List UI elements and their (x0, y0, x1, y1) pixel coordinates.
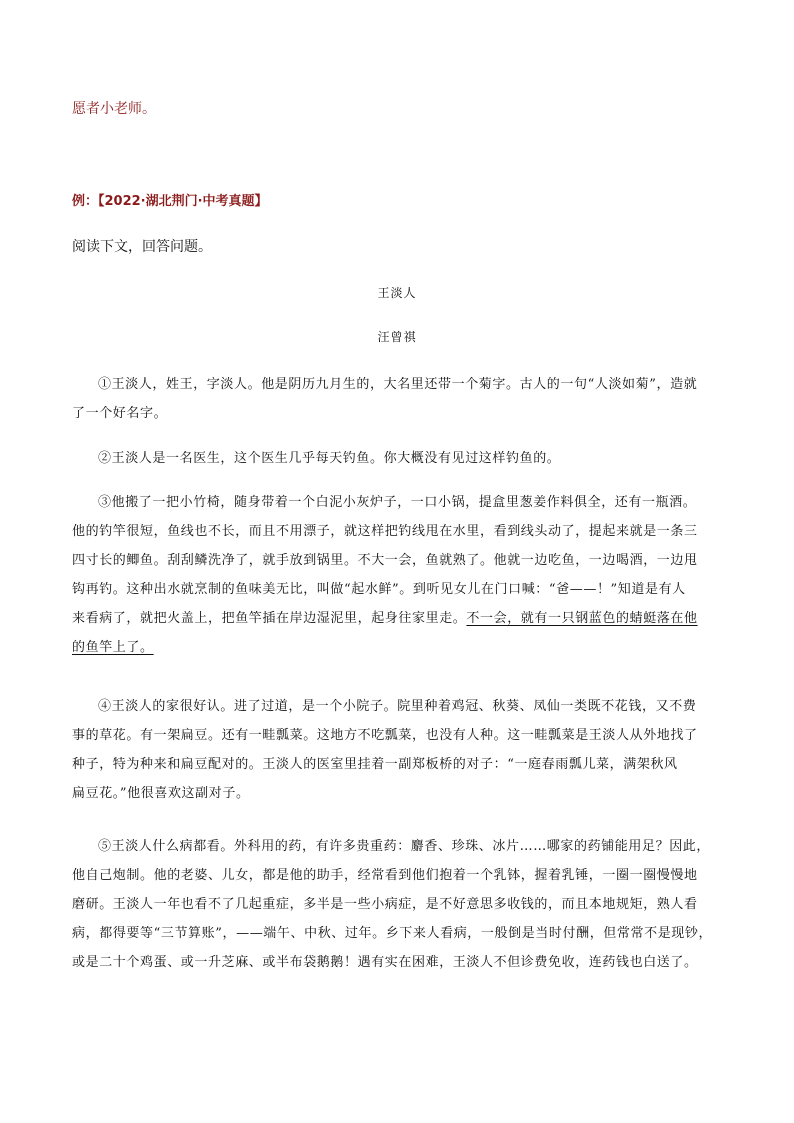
paragraph-line (72, 604, 732, 633)
reading-instruction: 阅读下文，回答问题。 (72, 239, 212, 255)
paragraph-line: 病，都得要等“三节算账”，——端午、中秋、过年。乡下来人看病，一般倒是当时付酬，但常常不是现钞， (72, 926, 713, 941)
paragraph-line: ③他搬了一把小竹椅，随身带着一个白泥小灰炉子，一口小锅，提盒里葱姜作料俱全，还有一瓶酒。 (98, 495, 697, 510)
paragraph-line: 或是二十个鸡蛋、或一升芝麻、或半布袋鹅鹅！遇有实在困难，王淡人不但诊费免收，连药钱也白送了。 (72, 955, 698, 970)
paragraph-2 (72, 444, 732, 473)
paragraph-line: 磨研。王淡人一年也看不了几起重症，多半是一些小病症，是不好意思多收钱的，而且本地规矩，熟人看 (72, 897, 698, 912)
paragraph-line: ⑤王淡人什么病都看。外科用的药，有许多贵重药：麝香、珍珠、冰片……哪家的药铺能用足？因此， (98, 839, 711, 854)
paragraph-1 (72, 370, 732, 428)
paragraph-line: 扁豆花。”他很喜欢这副对子。 (72, 786, 250, 801)
example-label: 例：【2022·湖北荆门·中考真题】 (72, 194, 268, 209)
paragraph-line: ②王淡人是一名医生，这个医生几乎每天钓鱼。你大概没有见过这样钓鱼的。 (98, 451, 561, 466)
article-author: 汪曾祺 (377, 330, 417, 344)
paragraph-line: ①王淡人，姓王，字淡人。他是阴历九月生的，大名里还带一个菊字。古人的一句“人淡如菊”，造就 (98, 377, 698, 392)
paragraph-line: 事的草花。有一架扁豆。还有一畦瓢菜。这地方不吃瓢菜，也没有人种。这一畦瓢菜是王淡人从外地找了 (72, 728, 698, 743)
paragraph-line: 钩再钓。这种出水就烹制的鱼味美无比，叫做“起水鲜”。到听见女儿在门口喊：“爸——！”知道是有人 (72, 582, 686, 597)
paragraph-5 (72, 832, 732, 977)
paragraph-line-text: 来看病了，就把火盖上，把鱼竿插在岸边湿泥里，起身往家里走。 (72, 611, 467, 626)
paragraph-3 (72, 488, 732, 662)
paragraph-4 (72, 692, 732, 808)
paragraph-line: ④王淡人的家很好认。进了过道，是一个小院子。院里种着鸡冠、秋葵、凤仙一类既不花钱，又不费 (98, 699, 697, 714)
underlined-sentence: 不一会，就有一只钢蓝色的蜻蜓落在他 (466, 611, 698, 626)
article-title: 王淡人 (377, 286, 417, 300)
paragraph-line (72, 633, 732, 662)
paragraph-line: 他自己炮制。他的老婆、儿女，都是他的助手，经常看到他们抱着一个乳钵，握着乳锤，一圈一圈慢慢地 (72, 868, 698, 883)
intro-text: 愿者小老师。 (72, 101, 156, 117)
underlined-sentence-end: 的鱼竿上了。 (72, 640, 154, 655)
paragraph-line: 了一个好名字。 (72, 406, 168, 421)
paragraph-line: 种子，特为种来和扁豆配对的。王淡人的医室里挂着一副郑板桥的对子：“一庭春雨瓢儿菜，满架秋风 (72, 757, 678, 772)
paragraph-line: 四寸长的鲫鱼。刮刮鳞洗净了，就手放到锅里。不大一会，鱼就熟了。他就一边吃鱼，一边喝酒，一边甩 (72, 553, 698, 568)
paragraph-line: 他的钓竿很短，鱼线也不长，而且不用漂子，就这样把钓线甩在水里，看到线头动了，提起来就是一条三 (72, 524, 698, 539)
